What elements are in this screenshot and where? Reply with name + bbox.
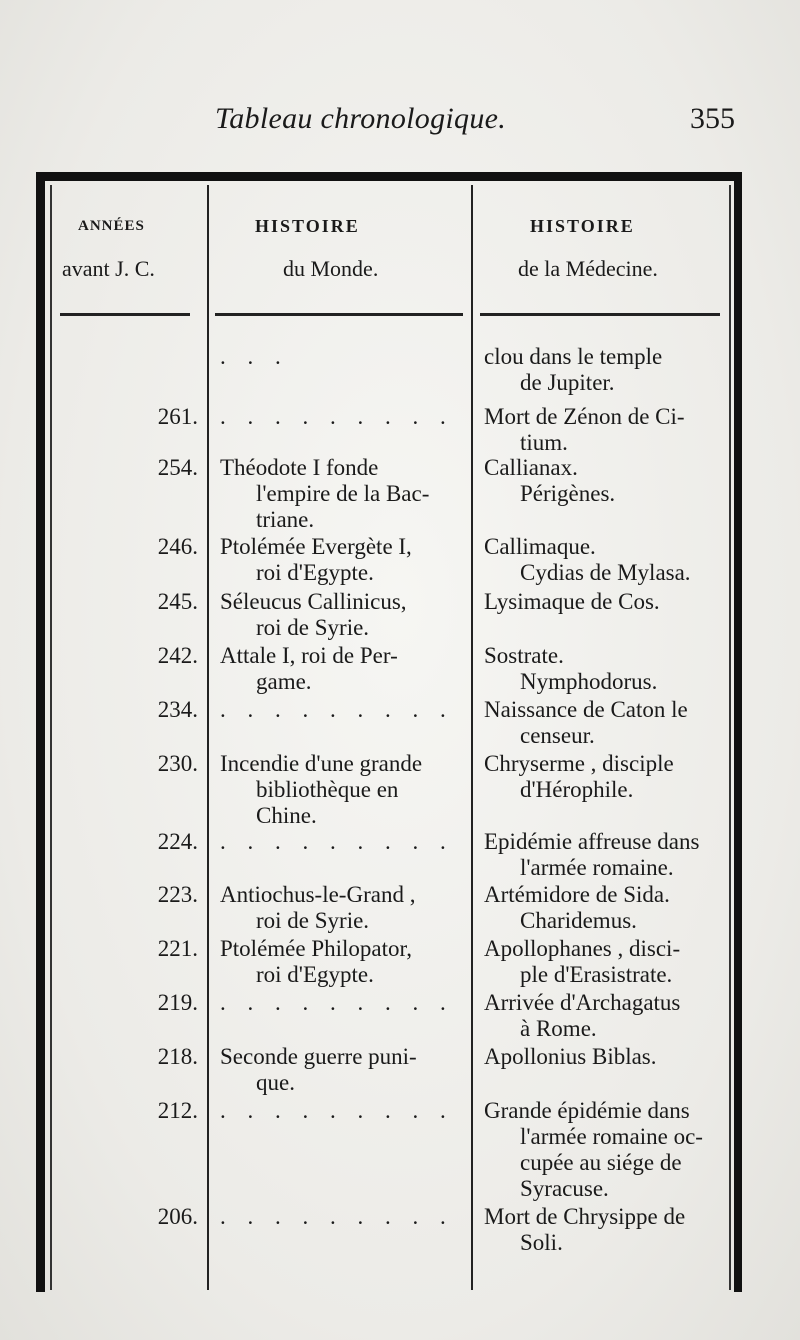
medicine-history-line: Soli.: [520, 1230, 563, 1255]
year-cell: 212.: [157, 1098, 198, 1123]
world-column-heading: HISTOIRE: [255, 216, 360, 236]
frame-left-inner-rule: [50, 185, 52, 1290]
world-history-cell: [220, 990, 470, 1016]
world-history-line: game.: [256, 669, 312, 694]
year-cell: 242.: [157, 643, 198, 668]
column-rule-2: [471, 185, 473, 1290]
world-history-line: triane.: [256, 507, 315, 532]
year-cell: 234.: [157, 697, 198, 722]
world-history-cell: [220, 534, 470, 586]
medicine-history-cell: [484, 643, 740, 695]
year-cell: 230.: [157, 751, 198, 776]
world-history-line: . . . . . . . . .: [220, 1098, 454, 1123]
world-history-cell: [220, 1098, 470, 1124]
medicine-history-line: Artémidore de Sida.: [484, 882, 670, 907]
world-history-cell: [220, 455, 470, 533]
running-head: Tableau chronologique.: [215, 102, 507, 135]
medicine-history-line: Mort de Zénon de Ci-: [484, 404, 685, 429]
medicine-history-cell: [484, 344, 740, 396]
medicine-history-line: Mort de Chrysippe de: [484, 1204, 686, 1229]
years-column-heading: ANNÉES: [78, 218, 145, 234]
medicine-history-cell: [484, 404, 740, 456]
world-history-line: roi de Syrie.: [256, 908, 370, 933]
medicine-history-line: Arrivée d'Archagatus: [484, 990, 681, 1015]
year-cell: 206.: [157, 1204, 198, 1229]
medicine-history-line: Apollophanes , disci-: [484, 936, 681, 961]
world-history-cell: [220, 882, 470, 934]
world-history-line: bibliothèque en: [256, 777, 399, 802]
medicine-history-line: tium.: [520, 430, 568, 455]
medicine-history-line: Epidémie affreuse dans: [484, 829, 700, 854]
medicine-column-subheading: de la Médecine.: [518, 256, 658, 281]
world-history-line: roi d'Egypte.: [256, 560, 374, 585]
world-history-line: . . . . . . . . .: [220, 829, 454, 854]
world-history-line: Incendie d'une grande: [220, 751, 423, 776]
header-rule-medicine: [480, 313, 720, 316]
years-column-subheading: avant J. C.: [62, 256, 155, 281]
world-history-line: . . .: [220, 344, 289, 369]
world-history-cell: [220, 589, 470, 641]
world-history-line: Théodote I fonde: [220, 455, 379, 480]
world-history-cell: [220, 643, 470, 695]
world-history-cell: [220, 404, 470, 430]
medicine-history-cell: [484, 589, 740, 615]
medicine-history-line: Apollonius Biblas.: [484, 1044, 657, 1069]
medicine-history-cell: [484, 1098, 740, 1202]
frame-top-rule: [36, 172, 740, 181]
world-history-line: Antiochus-le-Grand ,: [220, 882, 416, 907]
medicine-history-line: Callimaque.: [484, 534, 596, 559]
world-history-cell: [220, 697, 470, 723]
medicine-history-line: Callianax.: [484, 455, 578, 480]
medicine-history-cell: [484, 697, 740, 749]
medicine-history-cell: [484, 1204, 740, 1256]
medicine-history-cell: [484, 534, 740, 586]
header-rule-years: [60, 313, 190, 316]
world-history-line: Attale I, roi de Per-: [220, 643, 398, 668]
year-cell: 261.: [157, 404, 198, 429]
world-history-line: Seconde guerre puni-: [220, 1044, 417, 1069]
medicine-history-cell: [484, 882, 740, 934]
medicine-history-line: de Jupiter.: [520, 370, 615, 395]
medicine-history-line: à Rome.: [520, 1016, 597, 1041]
medicine-history-cell: [484, 455, 740, 507]
column-rule-1: [207, 185, 209, 1290]
world-history-line: . . . . . . . . .: [220, 697, 454, 722]
year-cell: 224.: [157, 829, 198, 854]
medicine-history-line: clou dans le temple: [484, 344, 663, 369]
medicine-history-line: l'armée romaine oc-: [520, 1124, 703, 1149]
medicine-history-line: Charidemus.: [520, 908, 637, 933]
frame-left-rule: [36, 172, 45, 1292]
year-cell: 218.: [157, 1044, 198, 1069]
world-history-cell: [220, 1044, 470, 1096]
world-history-line: que.: [256, 1070, 295, 1095]
world-history-line: . . . . . . . . .: [220, 1204, 454, 1229]
world-history-cell: [220, 936, 470, 988]
year-cell: 254.: [157, 455, 198, 480]
page-number: 355: [690, 102, 735, 135]
world-history-line: . . . . . . . . .: [220, 990, 454, 1015]
world-history-line: . . . . . . . . .: [220, 404, 454, 429]
medicine-history-line: Nymphodorus.: [520, 669, 658, 694]
medicine-history-line: Cydias de Mylasa.: [520, 560, 691, 585]
medicine-history-line: ple d'Erasistrate.: [520, 962, 673, 987]
medicine-history-line: Lysimaque de Cos.: [484, 589, 660, 614]
medicine-history-line: Grande épidémie dans: [484, 1098, 690, 1123]
medicine-history-line: Périgènes.: [520, 481, 616, 506]
year-cell: 223.: [157, 882, 198, 907]
world-history-line: Chine.: [256, 803, 317, 828]
world-history-cell: [220, 1204, 470, 1230]
year-cell: 245.: [157, 589, 198, 614]
world-column-subheading: du Monde.: [283, 256, 379, 281]
medicine-history-cell: [484, 829, 740, 881]
world-history-line: Séleucus Callinicus,: [220, 589, 407, 614]
medicine-history-line: l'armée romaine.: [520, 855, 674, 880]
medicine-history-line: Naissance de Caton le: [484, 697, 688, 722]
year-cell: 246.: [157, 534, 198, 559]
world-history-cell: [220, 751, 470, 829]
world-history-line: Ptolémée Philopator,: [220, 936, 412, 961]
medicine-history-line: Sostrate.: [484, 643, 564, 668]
year-cell: 221.: [157, 936, 198, 961]
medicine-history-line: censeur.: [520, 723, 595, 748]
medicine-history-line: Chryserme , disciple: [484, 751, 674, 776]
world-history-line: roi de Syrie.: [256, 615, 370, 640]
medicine-history-line: cupée au siége de: [520, 1150, 682, 1175]
world-history-line: l'empire de la Bac-: [256, 481, 430, 506]
medicine-history-line: d'Hérophile.: [520, 777, 634, 802]
world-history-cell: [220, 829, 470, 855]
world-history-line: roi d'Egypte.: [256, 962, 374, 987]
medicine-history-cell: [484, 990, 740, 1042]
medicine-history-cell: [484, 1044, 740, 1070]
world-history-line: Ptolémée Evergète I,: [220, 534, 412, 559]
header-rule-world: [215, 313, 463, 316]
medicine-history-cell: [484, 751, 740, 803]
medicine-column-heading: HISTOIRE: [530, 216, 635, 236]
year-cell: 219.: [157, 990, 198, 1015]
world-history-cell: [220, 344, 470, 370]
medicine-history-line: Syracuse.: [520, 1176, 609, 1201]
medicine-history-cell: [484, 936, 740, 988]
